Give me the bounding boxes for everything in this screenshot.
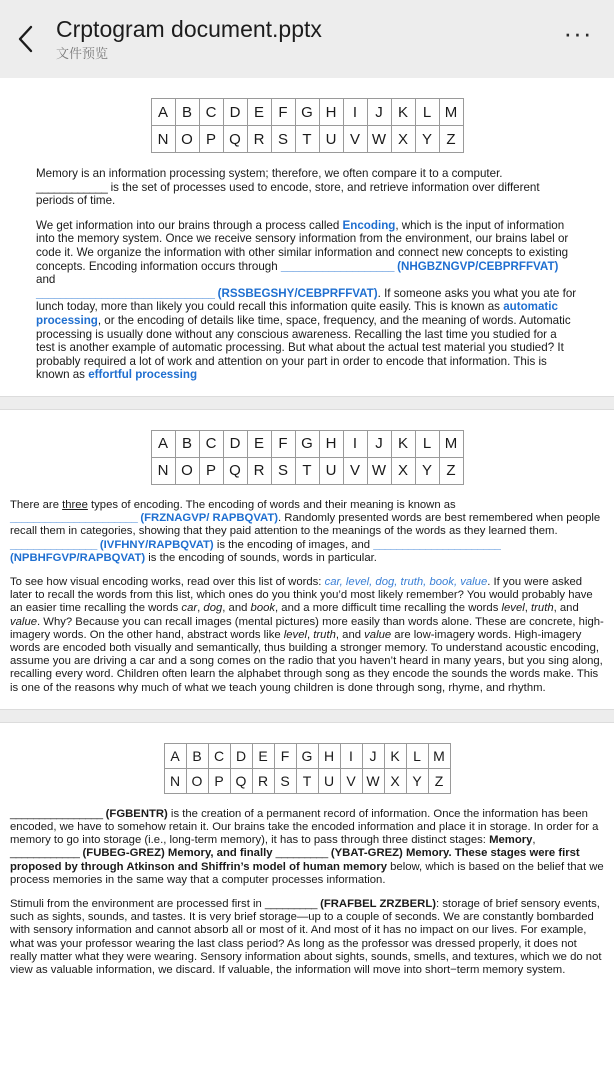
text-run: . Randomly presented words are best remembered when people recall them in categories, showing that they paid attention to the meanings of the words as they learned them. [10,512,601,538]
slide-page-2 [0,410,614,709]
cipher-cell: K [391,99,415,126]
cipher-cell: Q [223,126,247,153]
slide-divider-2 [0,709,614,723]
cipher-code: (YBAT-GREZ) [330,847,403,860]
slide-3-body [0,808,614,977]
cipher-cell: E [247,430,271,457]
word: level [501,602,525,615]
text-run: . Why? Because you can recall images (mental pictures) more easily than words alone. These are concrete, high-imagery words. On the other hand, abstract words like [10,615,604,641]
text-run: is the set of processes used to encode, store, and retrieve information over different periods of time. [36,180,540,208]
paragraph [36,167,578,208]
cipher-cell: U [319,126,343,153]
cipher-code: (FGBENTR) [105,807,168,820]
cipher-cell: L [406,743,428,768]
text-run: , and [553,602,579,615]
cipher-cell: N [151,126,175,153]
term-encoding: Encoding [342,218,396,232]
cipher-cell: T [296,768,318,793]
cipher-cell: X [384,768,406,793]
cipher-cell: R [247,457,271,484]
paragraph [10,898,604,977]
fill-blank: ________________ [10,807,103,820]
word: truth [531,602,554,615]
cipher-cell: Z [439,126,463,153]
cipher-code: (FRZNAGVP/ RAPBQVAT) [140,512,279,525]
fill-blank: _______________ [10,538,97,551]
slide-1-body [0,167,614,382]
cipher-cell: Z [439,457,463,484]
cipher-cell: S [274,768,296,793]
cipher-cell: J [362,743,384,768]
fill-blank: ____________ [36,180,108,194]
cipher-cell: O [186,768,208,793]
text-run: is the creation of a permanent record of information. Once the information has been encoded, we have to somehow retain it. Our brains take the encoded information and place it in storage. In order for a memory to go into storage (i.e., long-term memory), it has to pass through three distinct stages: [10,807,599,847]
slide-page-1 [0,78,614,396]
more-horizontal-icon: ··· [563,18,593,48]
cipher-cell: Y [415,457,439,484]
cipher-cell: V [343,126,367,153]
word: dog [203,602,223,615]
word: level [283,628,307,641]
cipher-cell: F [271,99,295,126]
word: truth [313,628,336,641]
cipher-cell: P [208,768,230,793]
cipher-code: (RSSBEGSHY/CEBPRFFVAT) [217,286,378,300]
text-run: , and a more difficult time recalling the words [275,602,502,615]
cipher-cell: O [175,126,199,153]
cipher-cell: X [391,457,415,484]
cipher-cell: W [362,768,384,793]
text-run: below, which is based on the belief that we process memories in the same way that a computer processes information. [10,860,604,886]
text-run: , or the encoding of details like time, space, frequency, and the meaning of words. Automatic processing is usually done without any conscious awareness. Recalling the last time you studied for a test is another example of automatic processing. But what about the actual test material you studied? It probably required a lot of work and attention on your part in order to encode that information. This is known as [36,313,571,382]
fill-blank: ______________________ [10,512,138,525]
cipher-cell: J [367,99,391,126]
text-run: . If you were asked later to recall the words from this list, which ones do you think you’d most likely remember? You would probably have an easier time recalling the words [10,575,593,615]
term-atkinson-shiffrin: Atkinson and Shiffrin’s model of human memory [126,860,388,873]
fill-blank: ____________ [10,847,80,860]
cipher-cell: H [319,430,343,457]
term-automatic-processing: automatic processing [36,300,558,327]
text-run: , and [335,628,365,641]
cipher-cell: U [318,768,340,793]
cipher-cell: C [199,99,223,126]
word: book [250,602,276,615]
cipher-cell: E [247,99,271,126]
cipher-cell: P [199,126,223,153]
text-run: Memory, and finally [164,847,276,860]
cipher-cell: D [223,430,247,457]
text-run: Memory is an information processing system; therefore, we often compare it to a computer. [36,167,503,180]
text-run: are low-imagery words. High-imagery words are encoded both visually and semantically, thus building a stronger memory. To understand acoustic encoding, assume you are driving a car and a song comes on the radio that you haven’t heard in many years, but you sing along, recalling every word. Children often learn the alphabet through song as they encode the sounds the words make. This is one of the reasons why much of what we teach young children is done through song, rhyme, and rhythm. [10,628,603,694]
paragraph [10,499,604,565]
text-run: Memory. These stages were first proposed by through [10,847,580,873]
cipher-cell: T [295,126,319,153]
cipher-code: (FRAFBEL ZRZBERL) [320,897,436,910]
cipher-cell: N [151,457,175,484]
text-run: There are [10,498,63,511]
text-run: , [524,602,532,615]
cipher-cell: I [340,743,362,768]
cipher-cell: V [340,768,362,793]
cipher-cell: Y [406,768,428,793]
paragraph: ________________ (FGBENTR) is the creation of a permanent record of information. Once the information has been encoded, we have to somehow retain it. Our brains take the encoded information and place it in storage. In order for a memory to go into storage (i.e., long-term memory), it has to pass through three distinct stages: Memory, ____________ (FUBEG-GREZ) Memory, and finally _________ (YBAT-GREZ) Memory. These stages were first proposed by through Atkinson and Shiffrin’s model of human memory below, which is based on the belief that we process memories in the same way that a computer processes information. [10,807,604,886]
table-row [164,743,450,768]
cipher-code: (NPBHFGVP/RAPBQVAT) [10,551,146,564]
text-run: Stimuli from the environment are processed first in [10,897,265,910]
cipher-cell: B [186,743,208,768]
cipher-cell: K [384,743,406,768]
app-header [0,0,614,78]
text-run: is the encoding of images, and [213,538,374,551]
term-memory: Memory [489,834,533,847]
cipher-cell: C [199,430,223,457]
cipher-cell: J [367,430,391,457]
fill-blank: _________ [275,847,328,860]
cipher-cell: B [175,99,199,126]
cipher-table-3 [164,743,451,794]
cipher-cell: T [295,457,319,484]
cipher-cell: E [252,743,274,768]
more-options-button[interactable] [558,19,598,59]
cipher-cell: M [428,743,450,768]
cipher-cell: C [208,743,230,768]
text-run: types of encoding. The encoding of words and their meaning is known as [87,498,456,511]
slide-page-3 [0,723,614,991]
cipher-cell: A [151,99,175,126]
cipher-cell: W [367,457,391,484]
slide-divider-1 [0,396,614,410]
fill-blank: ___________________ [280,259,394,273]
table-row [164,768,450,793]
cipher-cell: S [271,457,295,484]
term-effortful-processing: effortful processing [88,368,198,382]
page-subtitle: 文件预览 [56,46,109,61]
cipher-cell: Q [230,768,252,793]
word: car [181,602,198,615]
text-run: : storage of brief sensory events, such as sights, sounds, and tastes. It is very brief storage—up to a couple of seconds. We are constantly bombarded with sensory information and cannot absorb all or most of it. And most of it has no impact on our lives. For example, what was your professor wearing the last class period? As long as the professor was dressed properly, it does not really matter what they were wearing. Sensory information about sights, sounds, smells, and textures, which we do not view as valuable information, we discard. If valuable, the information will move into short−term memory system. [10,897,602,976]
fill-blank: _________ [264,897,317,910]
cipher-cell: M [439,430,463,457]
cipher-table-1 [151,98,464,153]
cipher-cell: V [343,457,367,484]
cipher-cell: I [343,430,367,457]
text-run: and [36,273,56,287]
cipher-cell: G [295,99,319,126]
cipher-cell: H [319,99,343,126]
table-row [151,457,463,484]
cipher-cell: X [391,126,415,153]
cipher-code: (IVFHNY/RAPBQVAT) [99,538,214,551]
cipher-cell: N [164,768,186,793]
cipher-cell: U [319,457,343,484]
text-run: . If someone asks you what you ate for lunch today, more than likely you could recall this information quite easily. This is known as [36,286,577,314]
cipher-cell: L [415,99,439,126]
table-row [151,126,463,153]
cipher-cell: W [367,126,391,153]
paragraph [10,576,604,695]
page-title: Crptogram document.pptx [56,16,322,42]
cipher-cell: B [175,430,199,457]
cipher-cell: O [175,457,199,484]
cipher-code: (FUBEG-GREZ) [82,847,165,860]
cipher-cell: D [223,99,247,126]
cipher-cell: H [318,743,340,768]
cipher-cell: A [151,430,175,457]
table-row [151,430,463,457]
cipher-cell: Z [428,768,450,793]
fill-blank: ______________________ [373,538,501,551]
fill-blank: ______________________________ [36,286,215,300]
emphasis-three: three [62,498,88,511]
word-list: car, level, dog, truth, book, value [324,575,488,588]
title-block [56,15,558,63]
cipher-table-wrapper-2 [0,410,614,499]
cipher-cell: F [274,743,296,768]
cipher-cell: R [247,126,271,153]
cipher-cell: P [199,457,223,484]
text-run: , [197,602,204,615]
cipher-cell: L [415,430,439,457]
cipher-cell: D [230,743,252,768]
paragraph [36,219,578,382]
cipher-cell: A [164,743,186,768]
cipher-cell: F [271,430,295,457]
word: value [364,628,392,641]
text-run: To see how visual encoding works, read over this list of words: [10,575,325,588]
text-run: , and [222,602,251,615]
cipher-cell: Q [223,457,247,484]
text-run: We get information into our brains through a process called [36,218,343,232]
cipher-cell: K [391,430,415,457]
cipher-cell: R [252,768,274,793]
cipher-cell: S [271,126,295,153]
text-run: , which is the input of information into the memory system. Once we receive sensory information from the environment, our brains label or code it. We organize the information with other similar information and connect new concepts to existing concepts. Encoding information occurs through [36,218,569,273]
chevron-left-icon [16,23,36,55]
cipher-table-wrapper-3 [0,723,614,808]
cipher-cell: G [296,743,318,768]
cipher-cell: Y [415,126,439,153]
slide-2-body [0,499,614,695]
cipher-cell: G [295,430,319,457]
word: value [10,615,38,628]
cipher-table-2 [151,430,464,485]
table-row [151,99,463,126]
cipher-table-wrapper-1 [0,78,614,167]
cipher-code: (NHGBZNGVP/CEBPRFFVAT) [397,259,559,273]
cipher-cell: I [343,99,367,126]
text-run: is the encoding of sounds, words in particular. [145,551,377,564]
cipher-cell: M [439,99,463,126]
back-button[interactable] [16,19,50,59]
text-run: , [307,628,314,641]
